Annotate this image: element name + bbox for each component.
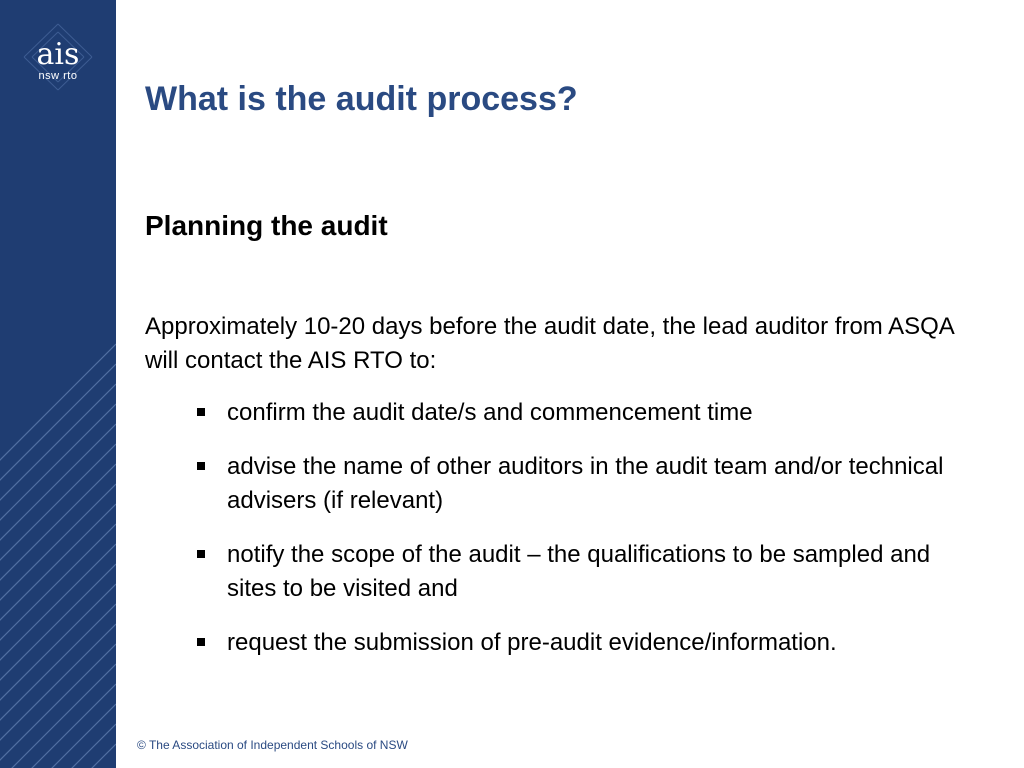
bullet-text: advise the name of other auditors in the audit team and/or technical advisers (if relevant)	[227, 453, 944, 514]
bullet-item	[195, 538, 985, 606]
bullet-text: confirm the audit date/s and commencement time	[227, 399, 753, 426]
bullet-list	[195, 396, 985, 680]
bullet-item	[195, 396, 985, 430]
bullet-text: notify the scope of the audit – the qualifications to be sampled and sites to be visited and	[227, 541, 931, 602]
square-bullet-icon	[197, 638, 205, 646]
sidebar-band	[0, 0, 116, 768]
bullet-text: request the submission of pre-audit evidence/information.	[227, 629, 837, 656]
slide-title: What is the audit process?	[145, 80, 578, 118]
bullet-item	[195, 626, 985, 660]
diagonal-stripes-decoration	[0, 0, 116, 768]
logo-subtext: nsw rto	[38, 70, 78, 82]
copyright-footer: © The Association of Independent Schools of NSW	[137, 738, 408, 752]
intro-paragraph: Approximately 10-20 days before the audit date, the lead auditor from ASQA will contact the AIS RTO to:	[145, 313, 954, 374]
square-bullet-icon	[197, 550, 205, 558]
logo-wordmark: ais	[36, 37, 80, 72]
square-bullet-icon	[197, 462, 205, 470]
section-heading: Planning the audit	[145, 210, 388, 241]
bullet-item	[195, 450, 985, 518]
square-bullet-icon	[197, 408, 205, 416]
ais-logo	[18, 22, 98, 92]
